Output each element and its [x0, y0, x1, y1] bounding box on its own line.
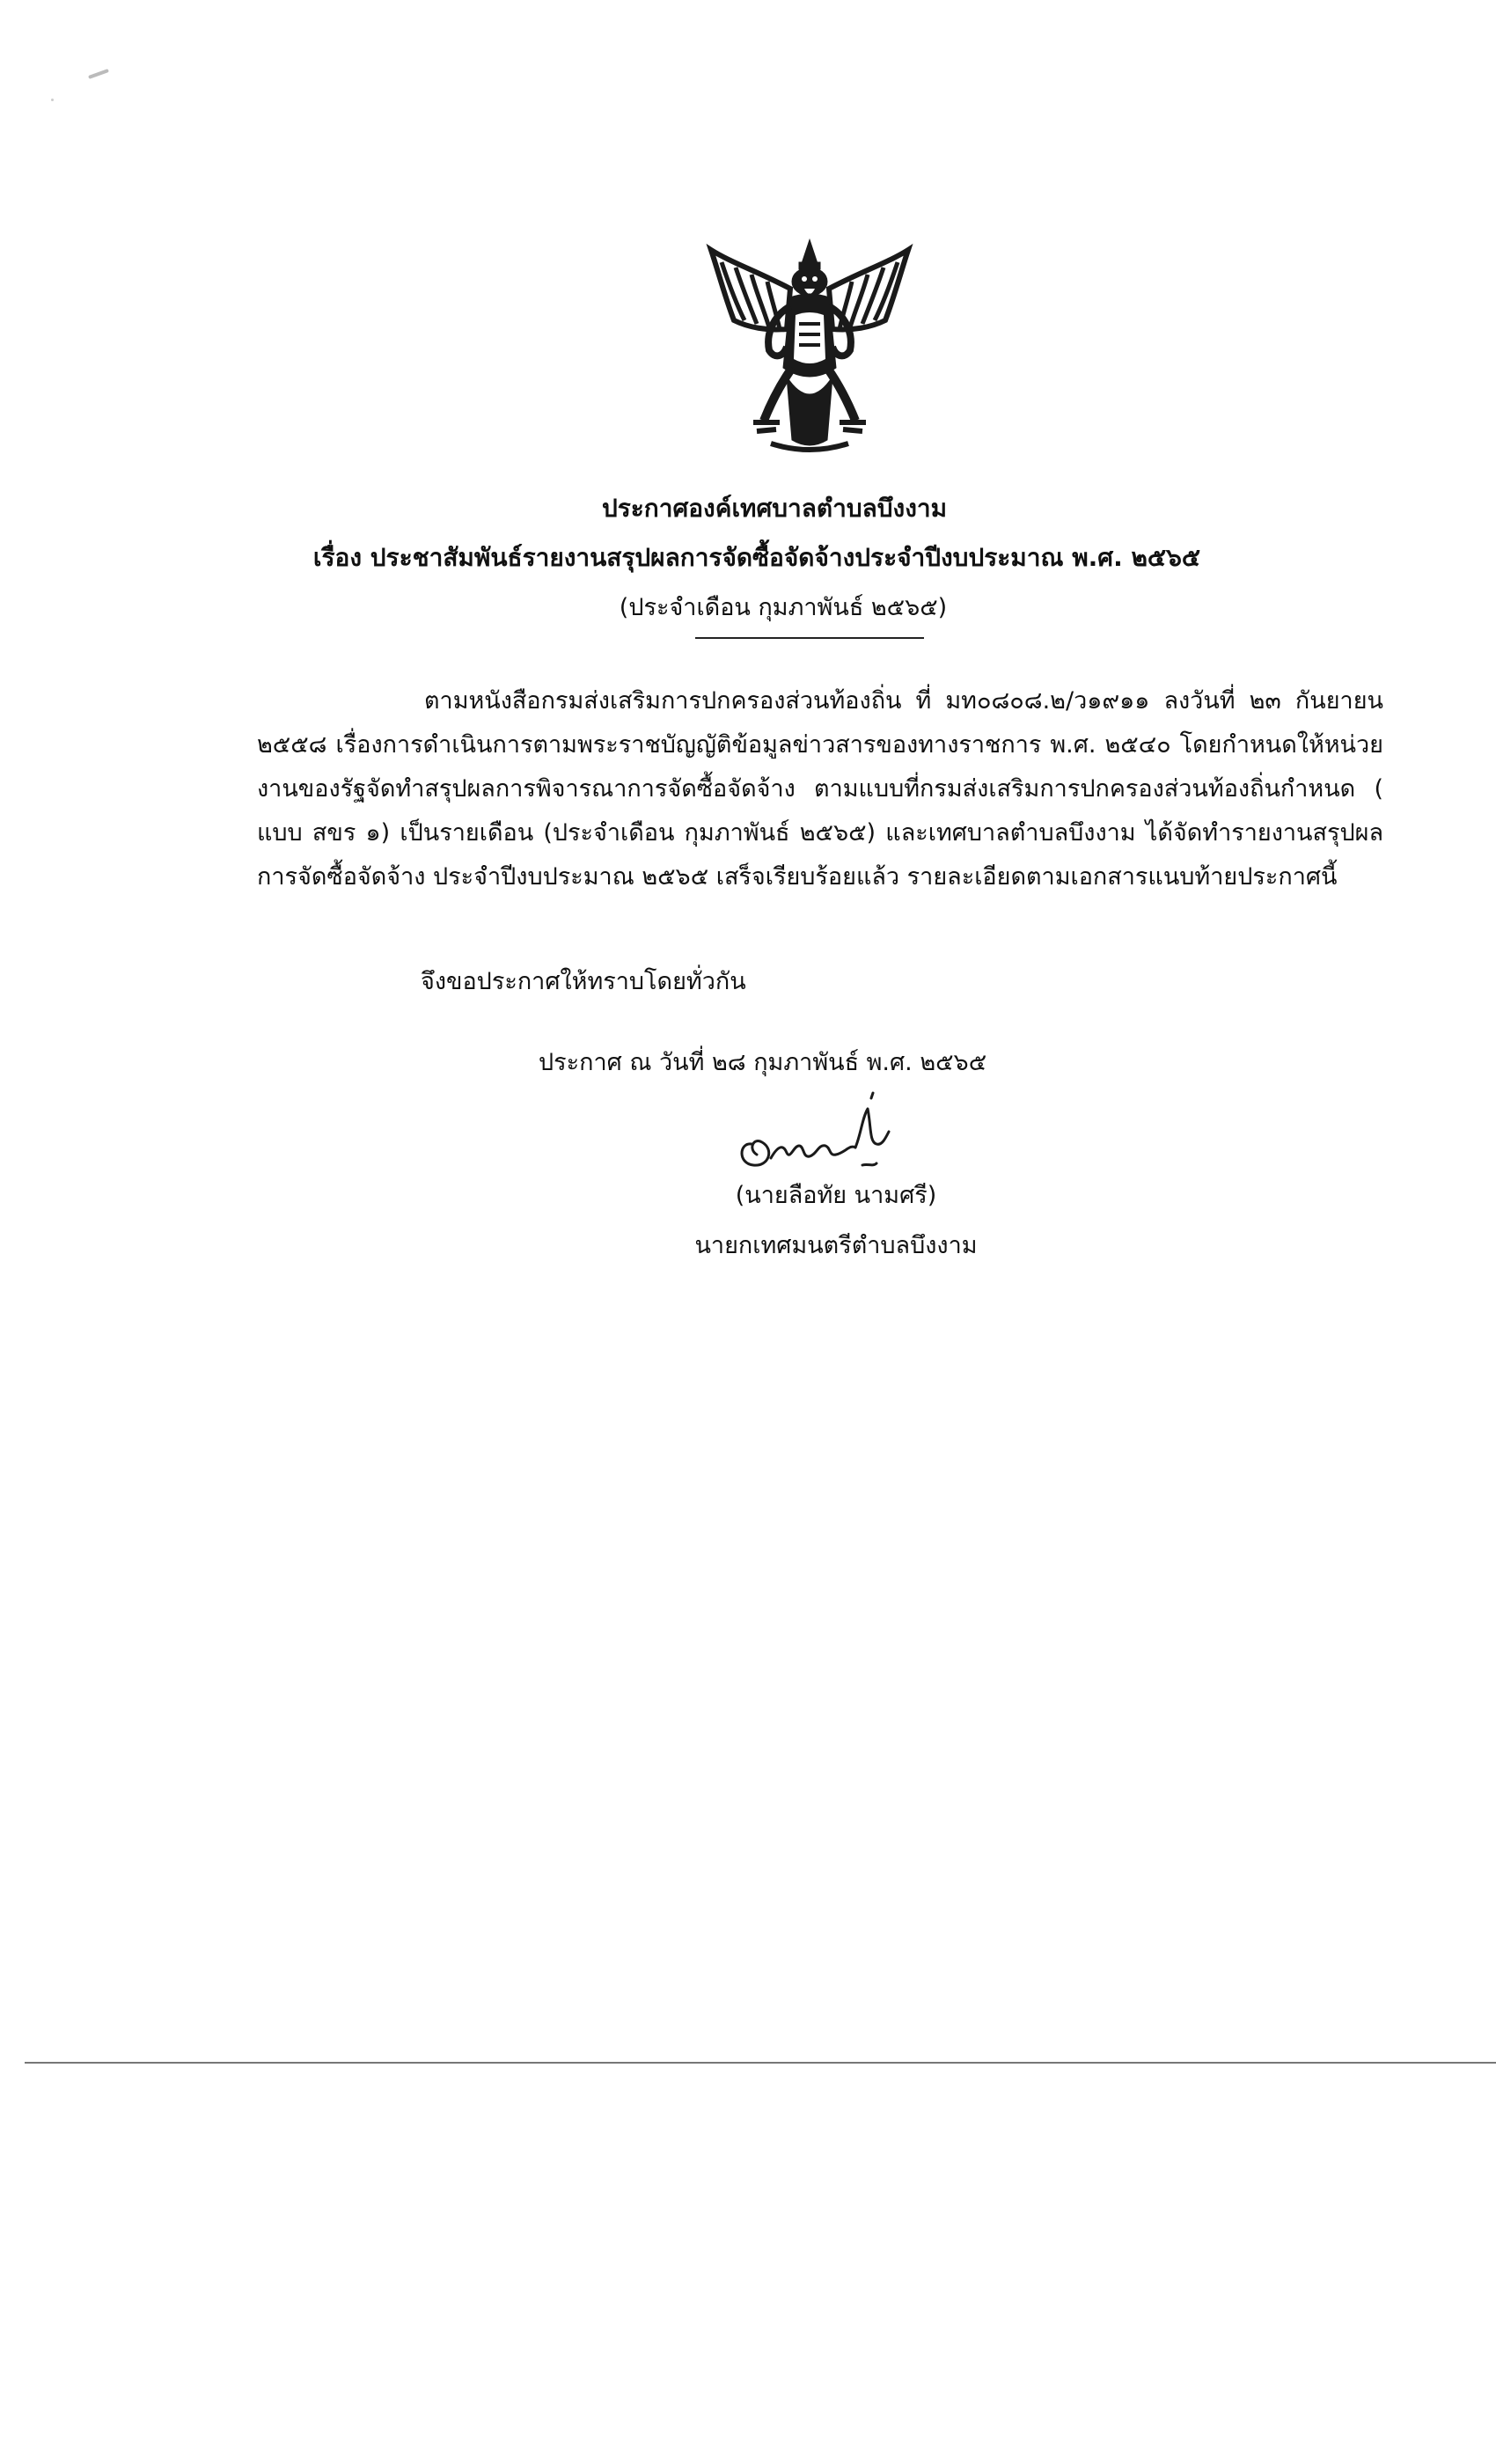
scan-speck: [51, 99, 54, 101]
scan-speck: [88, 69, 109, 79]
announcement-organization: ประกาศองค์เทศบาลตำบลบึงงาม: [601, 494, 948, 523]
page-bottom-line: [25, 2062, 1496, 2064]
announcement-subject: เรื่อง ประชาสัมพันธ์รายงานสรุปผลการจัดซื้อจัดจ้างประจำปีงบประมาณ พ.ศ. ๒๕๖๕: [312, 543, 1201, 572]
handwritten-signature: [722, 1091, 915, 1179]
body-paragraph: ตามหนังสือกรมส่งเสริมการปกครองส่วนท้องถิ่น ที่ มท๐๘๐๘.๒/ว๑๙๑๑ ลงวันที่ ๒๓ กันยายน ๒๕๕๘ เรื่องการดำเนินการตามพระราชบัญญัติข้อมูลข่าวสารของทางราชการ พ.ศ. ๒๕๔๐ โดยกำหนดให้หน่วยงานของรัฐจัดทำสรุปผลการพิจารณาการจัดซื้อจัดจ้าง ตามแบบที่กรมส่งเสริมการปกครองส่วนท้องถิ่นกำหนด ( แบบ สขร ๑) เป็นรายเดือน (ประจำเดือน กุมภาพันธ์ ๒๕๖๕) และเทศบาลตำบลบึงงาม ได้จัดทำรายงานสรุปผลการจัดซื้อจัดจ้าง ประจำปีงบประมาณ ๒๕๖๕ เสร็จเรียบร้อยแล้ว รายละเอียดตามเอกสารแนบท้ายประกาศนี้: [257, 687, 1383, 891]
signatory-position: นายกเทศมนตรีตำบลบึงงาม: [694, 1232, 978, 1259]
garuda-emblem-icon: [695, 236, 924, 456]
signatory-name: (นายลือทัย นามศรี): [735, 1182, 937, 1209]
heading-divider: [695, 637, 924, 639]
closing-statement: จึงขอประกาศให้ทราบโดยทั่วกัน: [421, 968, 746, 995]
announcement-period: (ประจำเดือน กุมภาพันธ์ ๒๕๖๕): [619, 594, 948, 621]
announcement-date: ประกาศ ณ วันที่ ๒๘ กุมภาพันธ์ พ.ศ. ๒๕๖๕: [539, 1049, 987, 1076]
